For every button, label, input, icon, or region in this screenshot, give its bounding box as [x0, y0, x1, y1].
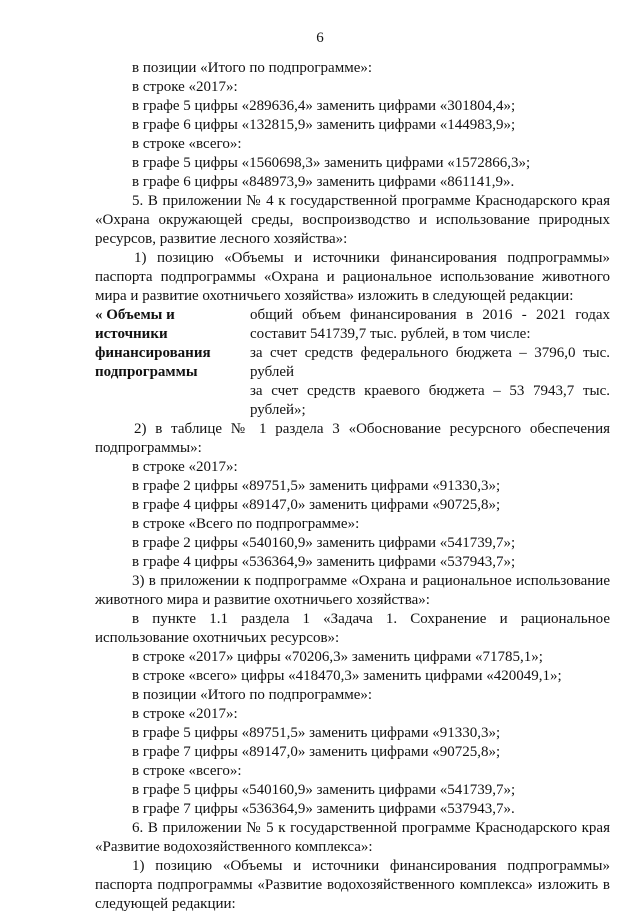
text-line: в графе 5 цифры «1560698,3» заменить цифрами «1572866,3»; — [132, 155, 531, 171]
text-line: в строке «Всего по подпрограмме»: — [132, 516, 360, 532]
text-line: 1) позицию «Объемы и источники финансирования подпрограммы» — [132, 858, 610, 874]
text-line: в графе 5 цифры «89751,5» заменить цифрами «91330,3»; — [132, 725, 501, 741]
passport-heading-line: « Объемы и — [95, 307, 175, 323]
text-line: в строке «2017»: — [132, 706, 238, 722]
text-line: в графе 7 цифры «536364,9» заменить цифрами «537943,7». — [132, 801, 515, 817]
text-line: следующей редакции: — [95, 896, 236, 912]
passport-block — [95, 306, 610, 420]
paragraph-block-1 — [95, 59, 610, 306]
passport-text-line: рублей — [250, 364, 295, 380]
passport-text-line: общий объем финансирования в 2016 - 2021 годах — [250, 307, 610, 323]
text-line: в строке «2017»: — [132, 459, 238, 475]
passport-heading-line: источники — [95, 326, 168, 342]
text-line: в графе 6 цифры «132815,9» заменить цифрами «144983,9»; — [132, 117, 516, 133]
passport-heading-line: подпрограммы — [95, 364, 198, 380]
text-line: в графе 5 цифры «289636,4» заменить цифрами «301804,4»; — [132, 98, 516, 114]
passport-text-line: составит 541739,7 тыс. рублей, в том числе: — [250, 326, 531, 342]
passport-heading — [95, 306, 250, 420]
text-line: ресурсов, развитие лесного хозяйства»: — [95, 231, 348, 247]
text-line: в строке «2017» цифры «70206,3» заменить цифрами «71785,1»; — [132, 649, 543, 665]
text-line: в графе 4 цифры «536364,9» заменить цифрами «537943,7»; — [132, 554, 516, 570]
text-line: в пункте 1.1 раздела 1 «Задача 1. Сохранение и рациональное — [132, 611, 610, 627]
passport-text — [250, 306, 610, 420]
text-line: в позиции «Итого по подпрограмме»: — [132, 60, 373, 76]
text-line: в графе 6 цифры «848973,9» заменить цифрами «861141,9». — [132, 174, 515, 190]
page-number: 6 — [316, 30, 324, 46]
passport-text-line: рублей»; — [250, 402, 306, 418]
text-line: паспорта подпрограммы «Охрана и рациональное использование животного — [95, 269, 610, 285]
text-line: в строке «всего»: — [132, 136, 242, 152]
text-line: подпрограммы»: — [95, 440, 202, 456]
text-line: в строке «2017»: — [132, 79, 238, 95]
text-line: в графе 2 цифры «540160,9» заменить цифрами «541739,7»; — [132, 535, 516, 551]
text-line: использование охотничьих ресурсов»: — [95, 630, 340, 646]
text-line: в графе 7 цифры «89147,0» заменить цифрами «90725,8»; — [132, 744, 501, 760]
text-line: 1) позицию «Объемы и источники финансирования подпрограммы» — [134, 250, 610, 266]
text-line: «Охрана окружающей среды, воспроизводство и использование природных — [95, 212, 610, 228]
document-body — [95, 59, 610, 914]
text-line: 6. В приложении № 5 к государственной программе Краснодарского края — [132, 820, 610, 836]
paragraph-block-2 — [95, 420, 610, 914]
text-line: животного мира и развитие охотничьего хозяйства»: — [95, 592, 430, 608]
text-line: 5. В приложении № 4 к государственной программе Краснодарского края — [132, 193, 610, 209]
text-line: 3) в приложении к подпрограмме «Охрана и рациональное использование — [132, 573, 610, 589]
passport-text-line: за счет средств краевого бюджета – 53 7943,7 тыс. — [250, 383, 610, 399]
text-line: в графе 5 цифры «540160,9» заменить цифрами «541739,7»; — [132, 782, 516, 798]
passport-heading-line: финансирования — [95, 345, 211, 361]
text-line: мира и развитие охотничьего хозяйства» изложить в следующей редакции: — [95, 288, 574, 304]
text-line: в графе 2 цифры «89751,5» заменить цифрами «91330,3»; — [132, 478, 501, 494]
text-line: в строке «всего»: — [132, 763, 242, 779]
text-line: в графе 4 цифры «89147,0» заменить цифрами «90725,8»; — [132, 497, 501, 513]
text-line: в позиции «Итого по подпрограмме»: — [132, 687, 373, 703]
text-line: «Развитие водохозяйственного комплекса»: — [95, 839, 373, 855]
passport-text-line: за счет средств федерального бюджета – 3796,0 тыс. — [250, 345, 610, 361]
text-line: паспорта подпрограммы «Развитие водохозяйственного комплекса» изложить в — [95, 877, 610, 893]
text-line: 2) в таблице № 1 раздела 3 «Обоснование ресурсного обеспечения — [134, 421, 610, 437]
text-line: в строке «всего» цифры «418470,3» заменить цифрами «420049,1»; — [132, 668, 562, 684]
